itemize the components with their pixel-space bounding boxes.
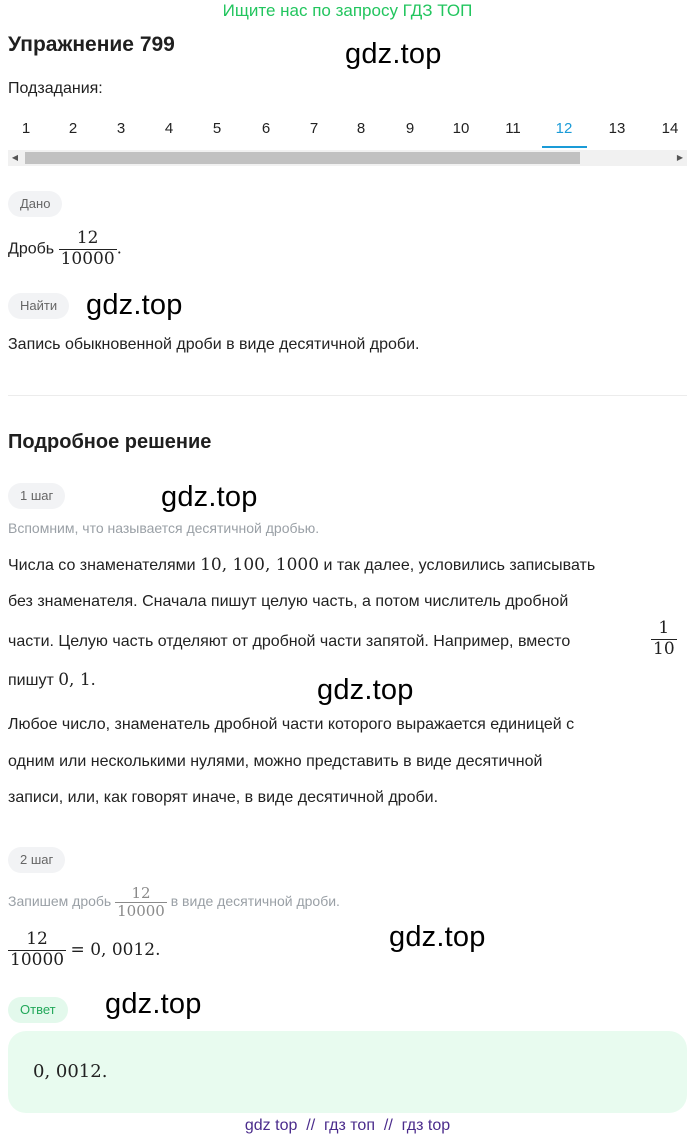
step-2-badge: 2 шаг (8, 847, 65, 873)
fraction-numerator: 12 (59, 229, 117, 250)
given-fraction (59, 229, 117, 269)
step-1-line-1 (8, 547, 595, 584)
fraction-numerator: 1 (651, 619, 677, 640)
tab-13[interactable]: 13 (608, 120, 626, 137)
hint-fraction (115, 885, 167, 921)
text-span: Числа со знаменателями (8, 557, 196, 574)
given-prefix: Дробь (8, 240, 55, 258)
step-1-line-2: без знаменателя. Сначала пишут целую часть, а потом числитель дробной (8, 593, 569, 610)
solution-title: Подробное решение (8, 431, 212, 453)
watermark: gdz.top (161, 481, 258, 513)
step-1-badge: 1 шаг (8, 483, 65, 509)
watermark: gdz.top (105, 988, 202, 1020)
tab-9[interactable]: 9 (405, 120, 415, 137)
equation-result: = 0, 0012. (70, 940, 161, 960)
scroll-right-icon[interactable]: ▶ (676, 153, 684, 162)
fraction-denominator: 10 (653, 638, 675, 659)
tab-10[interactable]: 10 (452, 120, 470, 137)
math-inline: 10, 100, 1000 (200, 555, 320, 575)
find-text: Запись обыкновенной дроби в виде десятичной дроби. (8, 336, 420, 353)
fraction-denominator: 10000 (60, 248, 115, 269)
watermark: gdz.top (389, 921, 486, 953)
tab-3[interactable]: 3 (116, 120, 126, 137)
tab-1[interactable]: 1 (21, 120, 31, 137)
watermark: gdz.top (86, 289, 183, 321)
math-inline: 0, 1 (58, 670, 91, 690)
footer-links[interactable]: gdz top // гдз топ // гдз top (244, 1117, 451, 1134)
fraction-numerator: 12 (115, 885, 167, 903)
page-title: Упражнение 799 (8, 33, 175, 56)
tab-11[interactable]: 11 (505, 120, 521, 137)
step-1-line-3: части. Целую часть отделяют от дробной части запятой. Например, вместо (8, 633, 571, 650)
fraction-numerator: 12 (8, 930, 66, 951)
fraction-denominator: 10000 (117, 901, 165, 920)
tab-2[interactable]: 2 (68, 120, 78, 137)
example-fraction (651, 619, 677, 659)
fraction-denominator: 10000 (10, 949, 65, 970)
given-statement (8, 229, 122, 269)
step-1-para-2-line-3: записи, или, как говорят иначе, в виде десятичной дроби. (8, 789, 439, 806)
text-span: пишут (8, 672, 54, 689)
step-1-para-2-line-2: одним или несколькими нулями, можно представить в виде десятичной (8, 753, 543, 770)
subtasks-label: Подзадания: (8, 80, 103, 97)
step-2-hint (8, 876, 340, 926)
tab-6[interactable]: 6 (261, 120, 271, 137)
answer-box (8, 1031, 687, 1113)
text-span: Запишем дробь (8, 893, 112, 909)
given-badge: Дано (8, 191, 62, 217)
step-1-hint: Вспомним, что называется десятичной дробью. (8, 520, 320, 536)
answer-value: 0, 0012. (33, 1061, 108, 1082)
text-span: в виде десятичной дроби. (170, 893, 340, 909)
tab-5[interactable]: 5 (212, 120, 222, 137)
tab-14[interactable]: 14 (661, 120, 679, 137)
find-badge: Найти (8, 293, 69, 319)
step-1-line-4 (8, 662, 96, 699)
tab-4[interactable]: 4 (164, 120, 174, 137)
scroll-left-icon[interactable]: ◀ (11, 153, 19, 162)
tab-12[interactable]: 12 (555, 120, 573, 137)
answer-badge: Ответ (8, 997, 68, 1023)
tab-7[interactable]: 7 (309, 120, 319, 137)
equation-fraction (8, 930, 66, 970)
active-tab-indicator (542, 146, 587, 148)
promo-banner: Ищите нас по запросу ГДЗ ТОП (222, 1, 473, 20)
text-span: и так далее, условились записывать (323, 557, 596, 574)
tab-8[interactable]: 8 (356, 120, 366, 137)
step-2-equation (8, 926, 161, 974)
watermark: gdz.top (345, 38, 442, 70)
scrollbar-thumb[interactable] (25, 152, 580, 164)
text-span: . (90, 670, 96, 689)
watermark: gdz.top (317, 674, 414, 706)
given-suffix: . (116, 238, 122, 258)
section-divider (8, 395, 687, 396)
step-1-para-2-line-1: Любое число, знаменатель дробной части которого выражается единицей с (8, 716, 575, 733)
